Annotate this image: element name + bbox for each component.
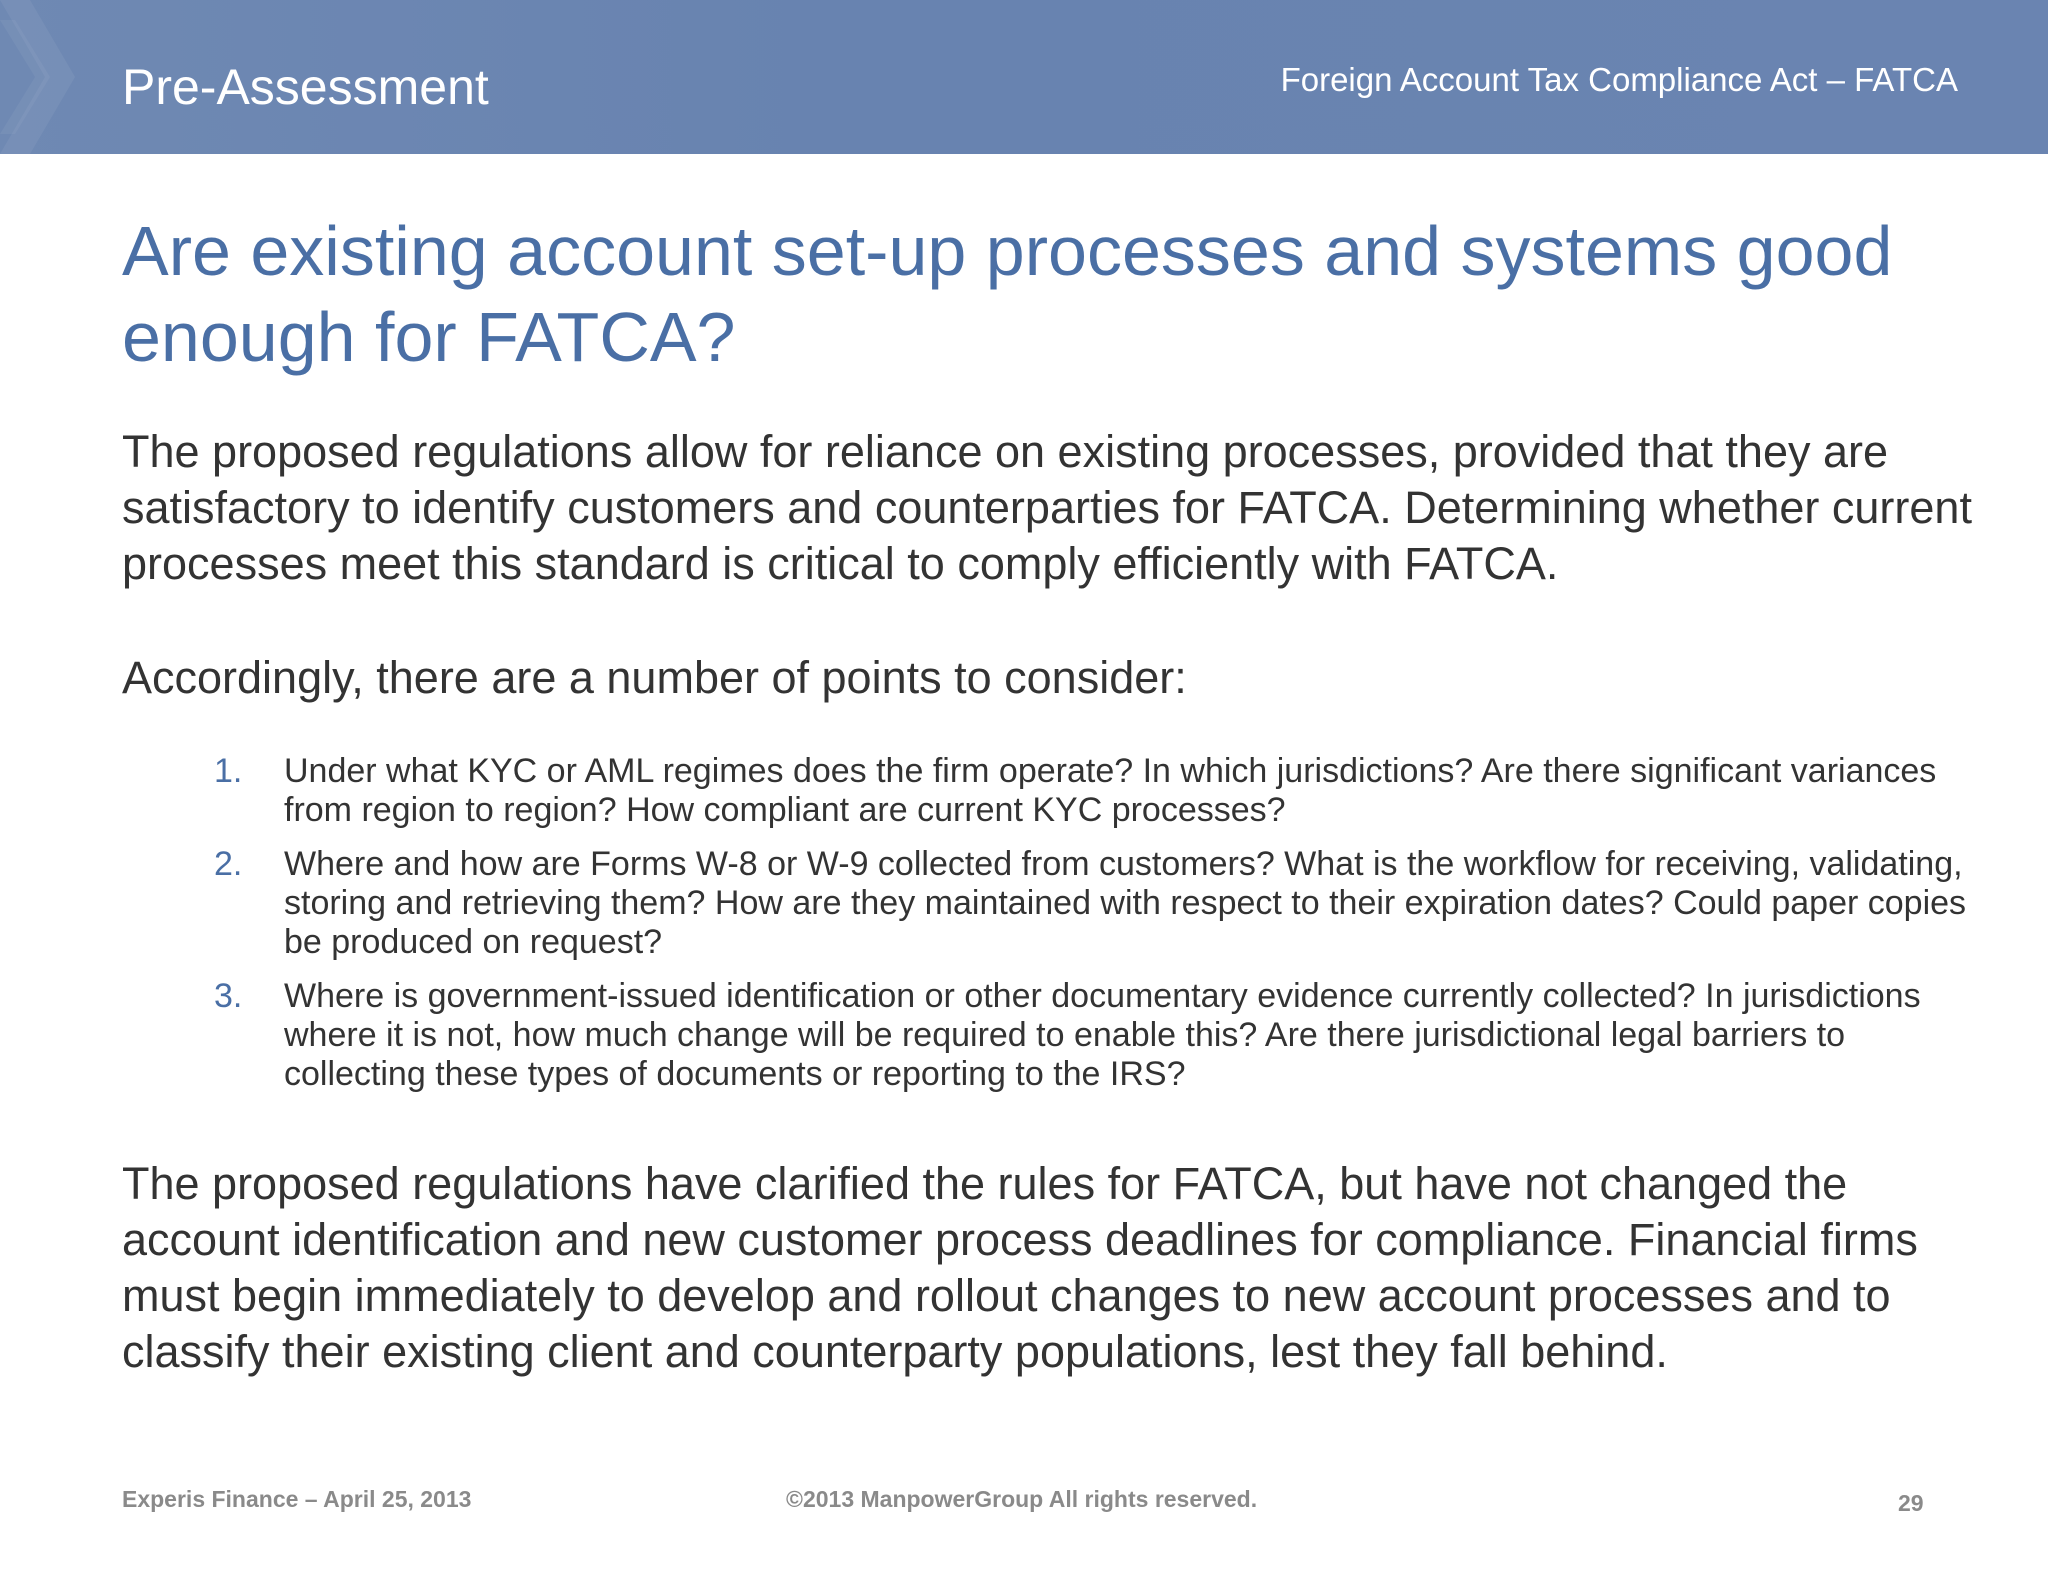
lead-in-paragraph: Accordingly, there are a number of points to consider: <box>122 652 1187 703</box>
list-item-text: Under what KYC or AML regimes does the firm operate? In which jurisdictions? Are there significant variances from region to region? How compliant are current KYC processes? <box>284 752 1937 829</box>
chevron-decoration-icon <box>0 0 90 154</box>
list-item <box>214 752 1972 830</box>
list-item-number: 2. <box>214 845 243 883</box>
header-band <box>0 0 2048 154</box>
slide-title: Are existing account set-up processes and systems good enough for FATCA? <box>122 212 1893 376</box>
footer-event-date: Experis Finance – April 25, 2013 <box>122 1486 472 1512</box>
closing-paragraph: The proposed regulations have clarified the rules for FATCA, but have not changed the account identification and new customer process deadlines for compliance. Financial firms must begin immediately to develop and rollout changes to new account processes and to classify their existing client and counterparty populations, lest they fall behind. <box>122 1158 1918 1377</box>
points-list <box>122 752 1972 1094</box>
document-title: Foreign Account Tax Compliance Act – FATCA <box>1280 61 1958 98</box>
list-item-number: 3. <box>214 977 243 1015</box>
slide-content <box>122 208 1972 1380</box>
list-item <box>214 845 1972 962</box>
list-item-text: Where is government-issued identification or other documentary evidence currently collected? In jurisdictions where it is not, how much change will be required to enable this? Are there jurisdictional legal barriers to collecting these types of documents or reporting to the IRS? <box>284 977 1921 1093</box>
page-number: 29 <box>1898 1490 1924 1516</box>
list-item-text: Where and how are Forms W-8 or W-9 collected from customers? What is the workflow for receiving, validating, storing and retrieving them? How are they maintained with respect to their expiration dates? Could paper copies be produced on request? <box>284 845 1967 961</box>
intro-paragraph: The proposed regulations allow for reliance on existing processes, provided that they are satisfactory to identify customers and counterparties for FATCA. Determining whether current processes meet this standard is critical to comply efficiently with FATCA. <box>122 426 1972 589</box>
footer-copyright: ©2013 ManpowerGroup All rights reserved. <box>786 1486 1258 1512</box>
list-item <box>214 977 1972 1094</box>
list-item-number: 1. <box>214 752 243 790</box>
section-title: Pre-Assessment <box>122 59 489 115</box>
